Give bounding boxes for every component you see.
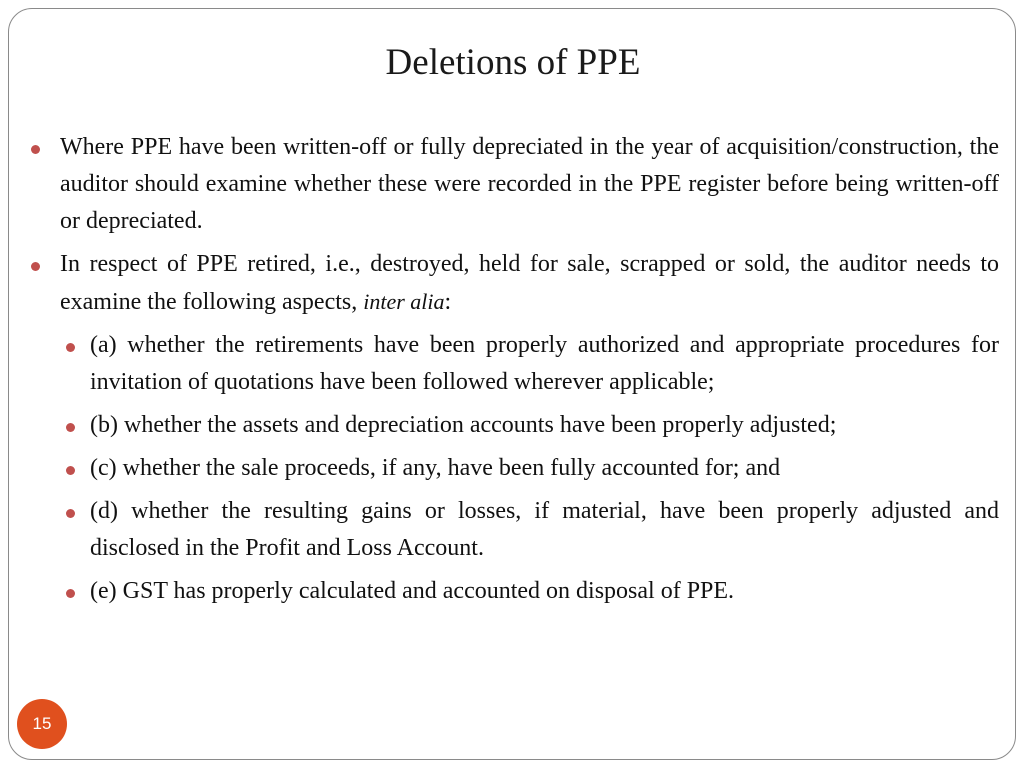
page-number-badge: 15 [17,699,67,749]
bullet-list [29,129,999,616]
bullet-dot-icon [66,343,75,352]
bullet-dot-icon [66,509,75,518]
bullet-item [29,246,999,321]
bullet-dot-icon [31,145,40,154]
slide-title: Deletions of PPE [385,42,641,83]
sub-bullet-text: (a) whether the retirements have been properly authorized and appropriate procedures for invitation of quotations have been followed wherever applicable; [90,332,999,395]
bullet-dot-icon [66,466,75,475]
sub-bullet-item [60,327,999,401]
bullet-text: Where PPE have been written-off or fully depreciated in the year of acquisition/construction, the auditor should examine whether these were recorded in the PPE register before being written-off or depreciated. [60,134,999,234]
sub-bullet-item [60,450,999,487]
sub-bullet-item [60,493,999,567]
slide [8,8,1016,760]
bullet-text-suffix: : [444,289,452,315]
bullet-text: In respect of PPE retired, i.e., destroyed, held for sale, scrapped or sold, the auditor needs to examine the following aspects, [60,251,999,315]
bullet-dot-icon [31,262,40,271]
sub-bullet-item [60,407,999,444]
bullet-dot-icon [66,589,75,598]
sub-bullet-text: (d) whether the resulting gains or losses, if material, have been properly adjusted and disclosed in the Profit and Loss Account. [90,498,999,561]
sub-bullet-text: (b) whether the assets and depreciation accounts have been properly adjusted; [90,412,837,438]
sub-bullet-item [60,573,999,610]
sub-bullet-text: (c) whether the sale proceeds, if any, have been fully accounted for; and [90,455,781,481]
bullet-item [29,129,999,240]
bullet-dot-icon [66,423,75,432]
bullet-text-italic: inter alia [363,289,445,314]
sub-bullet-text: (e) GST has properly calculated and accounted on disposal of PPE. [90,578,735,604]
